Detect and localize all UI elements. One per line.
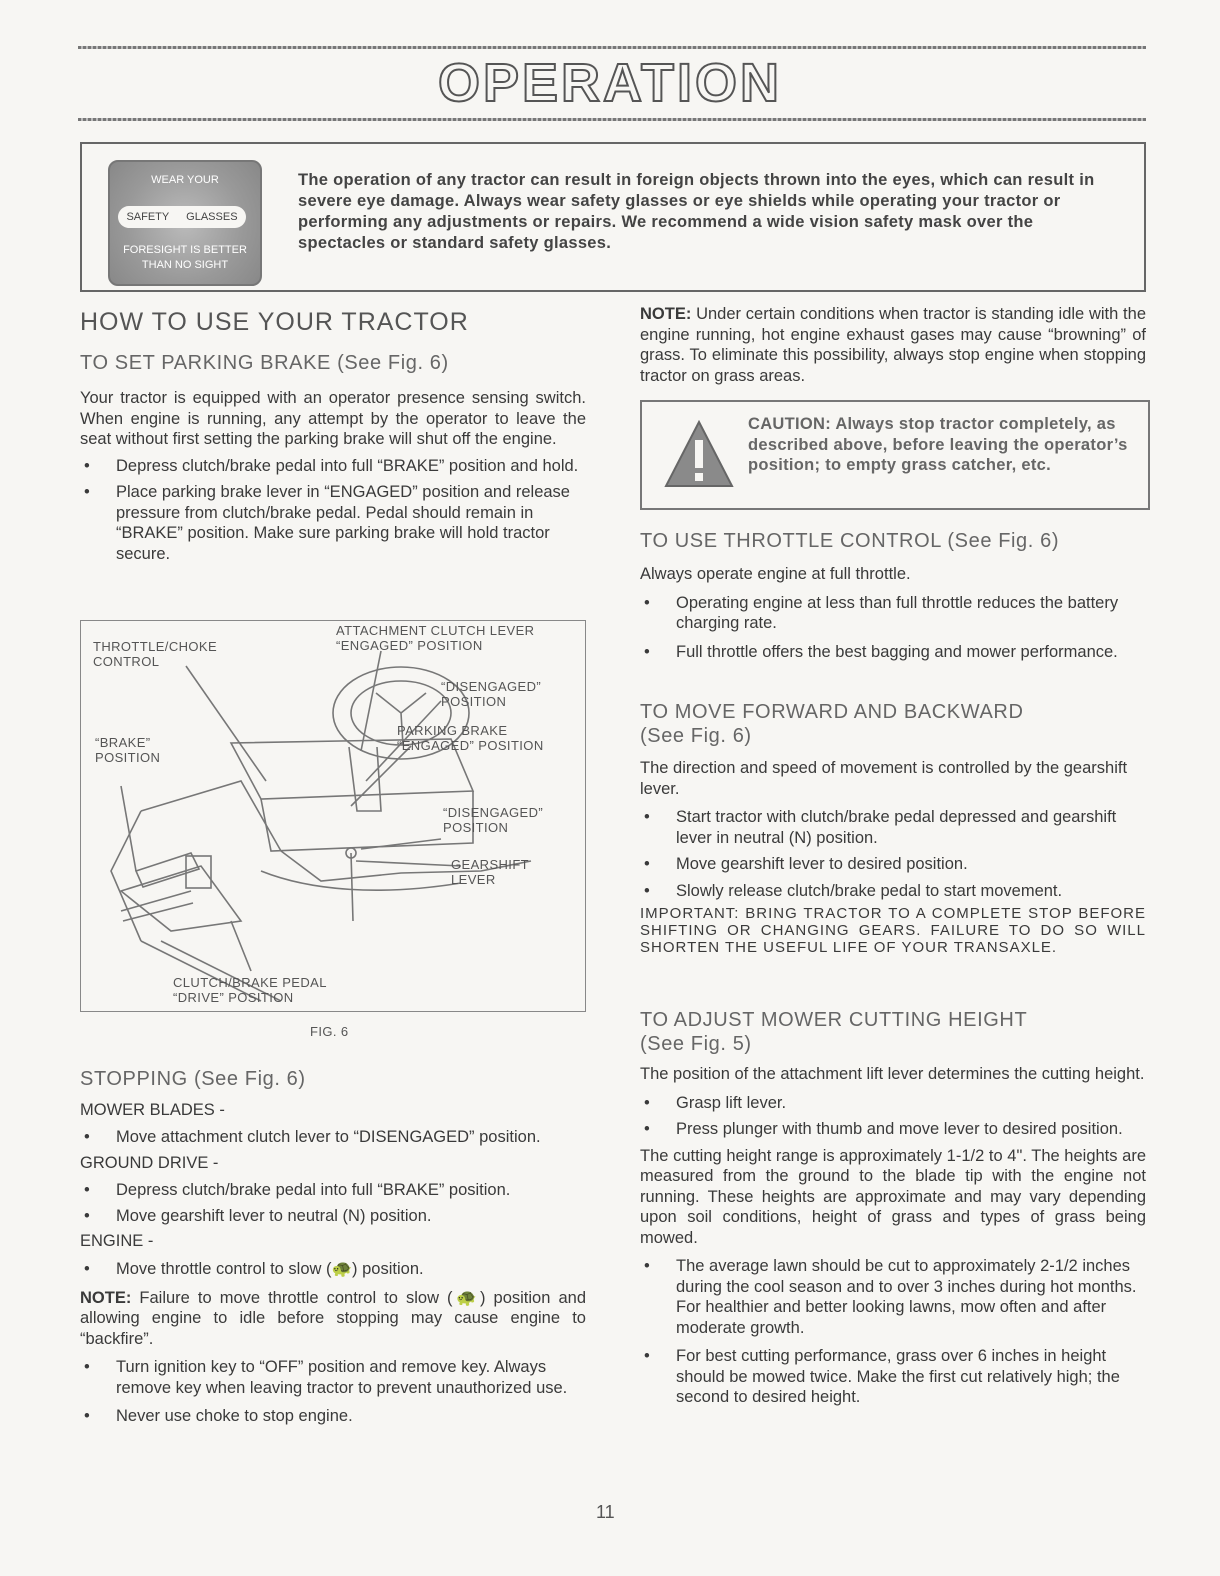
parking-brake-text: Your tractor is equipped with an operator presence sensing switch. When engine is running, any attempt by the operator to leave the seat without first setting the parking brake will shut off the engine. <box>80 389 586 448</box>
warning-triangle-icon <box>664 420 734 488</box>
parking-brake-heading: TO SET PARKING BRAKE (See Fig. 6) <box>80 352 449 374</box>
caution-box <box>640 400 1150 510</box>
throttle-heading: TO USE THROTTLE CONTROL (See Fig. 6) <box>640 530 1060 552</box>
list-item: • Operating engine at less than full throttle reduces the battery charging rate. <box>644 593 1119 632</box>
list-item: • Press plunger with thumb and move lever to desired position. <box>644 1120 1123 1138</box>
bullet-text: Move gearshift lever to neutral (N) position. <box>116 1207 432 1225</box>
bullet-text: Move attachment clutch lever to “DISENGAGED” position. <box>116 1127 541 1146</box>
range-text: The cutting height range is approximately 1-1/2 to 4". The heights are measured from the ground to the blade tip with the engine not running. These heights are approximate and may vary depending upon soil conditions, height of grass and types of grass being mowed. <box>640 1146 1146 1247</box>
list-item: • Move throttle control to slow (🐢) position. <box>84 1260 424 1278</box>
top-rule <box>78 46 1146 49</box>
list-item: • Move gearshift lever to neutral (N) position. <box>84 1207 432 1225</box>
throttle-section <box>640 564 1146 662</box>
exhaust-note <box>640 304 1146 386</box>
list-item: • Move attachment clutch lever to “DISENGAGED” position. <box>84 1127 541 1146</box>
throttle-text: Always operate engine at full throttle. <box>640 565 911 583</box>
move-text: The direction and speed of movement is controlled by the gearshift lever. <box>640 759 1128 798</box>
list-item: • Slowly release clutch/brake pedal to start movement. <box>644 881 1063 900</box>
safety-warning-text: The operation of any tractor can result in foreign objects thrown into the eyes, which can result in severe eye damage. Always wear safety glasses or eye shields while operating your tractor or performing any adjustments or repairs. We recommend a wide vision safety mask over the spectacles or standard safety glasses. <box>298 171 1095 252</box>
list-item: • Depress clutch/brake pedal into full “BRAKE” position and hold. <box>84 456 579 475</box>
stopping-heading: STOPPING (See Fig. 6) <box>80 1068 306 1090</box>
label-attachment-clutch: ATTACHMENT CLUTCH LEVER “ENGAGED” POSITION <box>336 623 535 653</box>
ground-drive-label: GROUND DRIVE - <box>80 1154 219 1172</box>
list-item: • For best cutting performance, grass over 6 inches in height should be mowed twice. Make the first cut relatively high; the second to desired height. <box>644 1347 1120 1406</box>
figure-6 <box>80 620 586 1012</box>
badge-band <box>118 206 246 228</box>
list-item: • Move gearshift lever to desired position. <box>644 855 968 873</box>
list-item: • Place parking brake lever in “ENGAGED” position and release pressure from clutch/brake pedal. Pedal should remain in “BRAKE” position. Make sure parking brake will hold tractor secure. <box>84 483 570 563</box>
caution-text: CAUTION: Always stop tractor completely, as described above, before leaving the operator’s position; to empty grass catcher, etc. <box>748 415 1128 474</box>
list-item: • Grasp lift lever. <box>644 1093 787 1112</box>
list-item: • Never use choke to stop engine. <box>84 1407 353 1425</box>
engine-label: ENGINE - <box>80 1231 154 1250</box>
badge-right-text: GLASSES <box>186 211 238 223</box>
badge-line3: FORESIGHT IS BETTER <box>123 244 247 256</box>
note-label: NOTE: <box>640 305 692 323</box>
bullet-text: Start tractor with clutch/brake pedal depressed and gearshift lever in neutral (N) position. <box>676 808 1117 847</box>
bullet-text: Press plunger with thumb and move lever to desired position. <box>676 1120 1123 1138</box>
note-text: Under certain conditions when tractor is standing idle with the engine running, hot engine exhaust gases may cause “browning” of grass. To eliminate this possibility, always stop engine when stopping tractor on grass areas. <box>640 305 1146 385</box>
main-heading: HOW TO USE YOUR TRACTOR <box>80 308 469 336</box>
list-item: • Full throttle offers the best bagging and mower performance. <box>644 642 1118 661</box>
bullet-text: Never use choke to stop engine. <box>116 1407 353 1425</box>
label-clutch-brake-pedal: CLUTCH/BRAKE PEDAL “DRIVE” POSITION <box>173 975 327 1005</box>
label-throttle-choke: THROTTLE/CHOKE CONTROL <box>93 639 218 669</box>
list-item: • Depress clutch/brake pedal into full “BRAKE” position. <box>84 1180 511 1199</box>
badge-left-text: SAFETY <box>126 211 170 223</box>
bullet-text: Operating engine at less than full throttle reduces the battery charging rate. <box>676 593 1119 632</box>
cutting-height-section <box>640 1064 1146 1408</box>
badge-line4: THAN NO SIGHT <box>141 259 229 271</box>
bullet-text: Depress clutch/brake pedal into full “BRAKE” position. <box>116 1180 511 1199</box>
note-label: NOTE: <box>80 1288 132 1307</box>
figure-caption: FIG. 6 <box>310 1024 349 1039</box>
parking-brake-section <box>80 388 586 564</box>
move-section <box>640 758 1146 956</box>
page-title: OPERATION <box>437 53 782 113</box>
badge-top-text: WEAR YOUR <box>151 174 219 186</box>
move-heading: TO MOVE FORWARD AND BACKWARD (See Fig. 6) <box>640 701 1024 747</box>
stopping-note <box>80 1288 586 1350</box>
label-disengaged-1: “DISENGAGED” POSITION <box>441 679 542 709</box>
safety-glasses-badge <box>108 160 262 286</box>
cutting-height-heading: TO ADJUST MOWER CUTTING HEIGHT (See Fig. 5) <box>640 1009 1028 1055</box>
important-notice: IMPORTANT: BRING TRACTOR TO A COMPLETE STOP BEFORE SHIFTING OR CHANGING GEARS. FAILURE TO DO SO WILL SHORTEN THE USEFUL LIFE OF YOUR TRANSAXLE. <box>640 905 1146 956</box>
stopping-section <box>80 1100 586 1427</box>
bullet-text: Depress clutch/brake pedal into full “BRAKE” position and hold. <box>116 456 579 475</box>
list-item: • Start tractor with clutch/brake pedal depressed and gearshift lever in neutral (N) position. <box>644 808 1117 847</box>
mower-blades-label: MOWER BLADES - <box>80 1101 225 1119</box>
page-number: 11 <box>596 1502 615 1522</box>
bullet-text: Place parking brake lever in “ENGAGED” position and release pressure from clutch/brake pedal. Pedal should remain in “BRAKE” position. Make sure parking brake will hold tractor secure. <box>116 483 570 563</box>
list-item: • The average lawn should be cut to approximately 2-1/2 inches during the cool season and to over 3 inches during hot months. For healthier and better looking lawns, mow often and after moderate growth. <box>644 1257 1137 1337</box>
bullet-text: The average lawn should be cut to approximately 2-1/2 inches during the cool season and to over 3 inches during hot months. For healthier and better looking lawns, mow often and after moderate growth. <box>676 1257 1137 1337</box>
cut-text: The position of the attachment lift lever determines the cutting height. <box>640 1065 1145 1083</box>
bullet-text: Turn ignition key to “OFF” position and remove key. Always remove key when leaving tractor to prevent unauthorized use. <box>116 1358 568 1397</box>
note-text: Failure to move throttle control to slow (🐢) position and allowing engine to idle before stopping may cause engine to “backfire”. <box>80 1288 586 1348</box>
title-rule <box>78 118 1146 121</box>
bullet-text: Move throttle control to slow (🐢) position. <box>116 1260 424 1278</box>
label-gearshift-lever: GEARSHIFT LEVER <box>451 857 529 887</box>
label-disengaged-2: “DISENGAGED” POSITION <box>443 805 544 835</box>
bullet-text: For best cutting performance, grass over 6 inches in height should be mowed twice. Make the first cut relatively high; the second to desired height. <box>676 1347 1120 1406</box>
safety-warning-box <box>80 142 1146 292</box>
label-brake-position: “BRAKE” POSITION <box>95 735 161 765</box>
bullet-text: Slowly release clutch/brake pedal to start movement. <box>676 881 1063 900</box>
bullet-text: Move gearshift lever to desired position. <box>676 855 968 873</box>
bullet-text: Grasp lift lever. <box>676 1093 787 1112</box>
bullet-text: Full throttle offers the best bagging and mower performance. <box>676 642 1118 661</box>
label-parking-brake: PARKING BRAKE “ENGAGED” POSITION <box>397 723 544 753</box>
list-item: • Turn ignition key to “OFF” position and remove key. Always remove key when leaving tractor to prevent unauthorized use. <box>84 1358 568 1397</box>
